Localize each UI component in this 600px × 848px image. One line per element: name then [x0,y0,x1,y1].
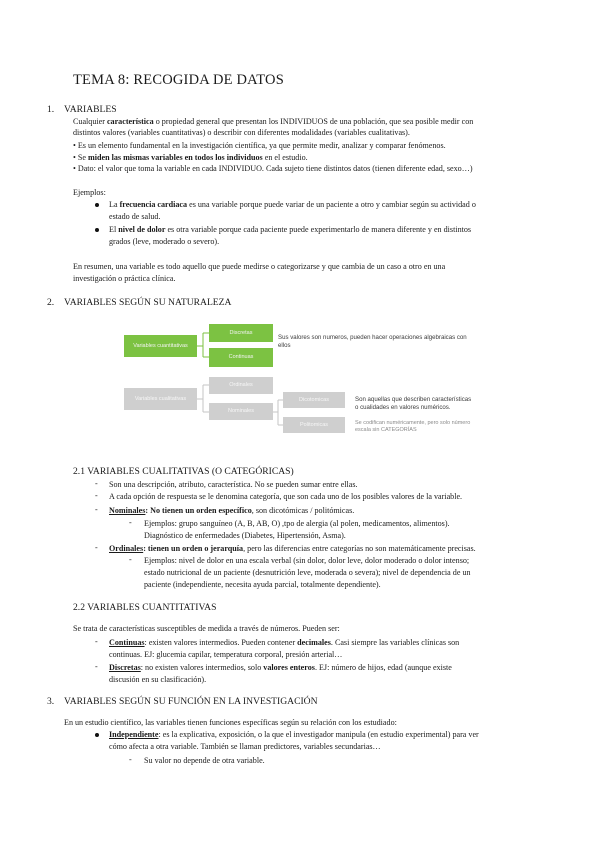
list-item-ordinales [109,543,476,555]
dash-marker: - [95,637,98,646]
bold-text: decimales [297,638,331,647]
page-title: TEMA 8: RECOGIDA DE DATOS [73,72,284,88]
text: , pero las diferencias entre categorías no son matemáticamente precisas. [243,544,476,553]
bold-text: : tienen un orden o jerarquía [143,544,244,553]
bold-text: característica [106,117,154,126]
list-item-discretas [109,662,452,674]
section-number: 1. [47,104,55,115]
bold-text: frecuencia cardiaca [119,200,188,209]
subsection-2-1-heading: 2.1 VARIABLES CUALITATIVAS (O CATEGÓRICAS) [73,466,294,477]
text: . EJ: número de hijos, edad (aunque existe [314,663,452,672]
example-line: grados (leve, moderado o severo). [109,237,220,246]
list-item-continued: cómo afecta a otra variable. También se llaman predictores, variables secundarias… [109,742,381,751]
example-line: Ejemplos: nivel de dolor en una escala verbal (sin dolor, dolor leve, dolor moderado o dolor intenso; [144,556,470,565]
dash-marker: - [95,479,98,488]
term-label: Nominales [109,506,146,515]
subsection-2-2-heading: 2.2 VARIABLES CUANTITATIVAS [73,602,217,613]
discrete-box: Discretas [209,324,273,342]
point-line: • Es un elemento fundamental en la investigación científica, ya que permite medir, analizar y comparar fenómenos. [73,141,446,150]
example-line: estado nutricional de un paciente (desnutrición leve, moderada o severa); nivel de dependencia de un [144,568,471,577]
bold-text: valores enteros [263,663,315,672]
list-item-nominales [109,505,354,517]
example-line: Diagnóstico de enfermedades (Diabetes, Hipertensión, Asma). [144,531,346,540]
text: Cualquier [73,117,107,126]
section-title: VARIABLES [64,104,117,115]
summary-line: investigación o práctica clínica. [73,274,176,283]
dichotomous-box: Dicotomicas [283,392,345,408]
text: , son dicotómicas / politómicas. [251,506,355,515]
dash-marker: - [129,755,132,764]
continuous-box: Continuas [209,348,273,367]
text: es otra variable porque cada paciente puede experimentarlo de manera diferente y en distintos [165,225,472,234]
text: : es la explicativa, exposición, o la que el investigador manipula (en estudio experimental) para ver [158,730,479,739]
text: : existen valores intermedios. Pueden contener [144,638,298,647]
list-item-continuas [109,637,459,649]
text: es una variable porque puede variar de un paciente a otro y cambiar según su actividad o [187,200,476,209]
section-title: VARIABLES SEGÚN SU FUNCIÓN EN LA INVESTIGACIÓN [64,696,318,707]
polytomous-box: Politomicas [283,417,345,433]
examples-label: Ejemplos: [73,188,106,197]
bullet-icon [95,733,99,737]
term-label: Discretas [109,663,141,672]
text: o propiedad general que presentan los INDIVIDUOS de una población, que sea posible medir con [153,117,474,126]
list-item-independiente [109,729,479,741]
list-item: A cada opción de respuesta se le denomina categoría, que son cada uno de los posibles valores de la variable. [109,492,463,501]
paragraph-line: Se trata de características susceptibles de medida a través de números. Pueden ser: [73,624,340,633]
qualitative-note: Son aquellas que describen características o cualidades en valores numéricos. [355,396,472,411]
dash-marker: - [95,543,98,552]
bold-text: : No tienen un orden específico [145,506,252,515]
paragraph-line: distintos valores (variables cuantitativas) o describir con diferentes modalidades (variables cualitativas). [73,128,410,137]
text: : no existen valores intermedios, solo [140,663,264,672]
ordinal-box: Ordinales [209,377,273,394]
text: en el estudio. [262,153,308,162]
term-label: Independiente [109,730,159,739]
sub-list-item: Su valor no depende de otra variable. [144,756,265,765]
text: La [109,200,120,209]
list-item-continued: continuas. EJ: glucemia capilar, temperatura corporal, presión arterial… [109,650,343,659]
summary-line: En resumen, una variable es todo aquello que puede medirse o categorizarse y que cambia de un caso a otro en una [73,262,446,271]
dash-marker: - [95,505,98,514]
dash-marker: - [95,662,98,671]
point-line: • Dato: el valor que toma la variable en cada INDIVIDUO. Cada sujeto tiene distintos datos (tienen diferente edad, sexo…) [73,164,473,173]
qualitative-box: Variables cualitativas [124,388,197,410]
section-title: VARIABLES SEGÚN SU NATURALEZA [64,297,232,308]
example-line: paciente (independiente, necesita ayuda parcial, totalmente dependiente). [144,580,381,589]
text: El [109,225,119,234]
dash-marker: - [129,518,132,527]
section-number: 2. [47,297,55,308]
bold-text: nivel de dolor [118,225,166,234]
quantitative-note: Sus valores son numeros, pueden hacer operaciones algebraicas con ellos [278,334,467,349]
nominal-box: Nominales [209,403,273,420]
dash-marker: - [95,491,98,500]
qualitative-note-secondary: Se codifican numéricamente, pero solo número escala sin CATEGORÍAS [355,420,471,433]
text: • Se [73,153,88,162]
bold-text: miden las mismas variables en todos los individuos [87,153,263,162]
list-item: Son una descripción, atributo, característica. No se pueden sumar entre ellas. [109,480,358,489]
term-label: Continuas [109,638,145,647]
list-item-continued: discusión en su clasificación). [109,675,207,684]
section-number: 3. [47,696,55,707]
dash-marker: - [129,555,132,564]
paragraph-line: En un estudio científico, las variables tienen funciones específicas según su relación con los estudiado: [64,718,397,727]
example-line: estado de salud. [109,212,161,221]
example-line: Ejemplos: grupo sanguíneo (A, B, AB, O) ,tpo de alergia (al polen, medicamentos, alimentos). [144,519,450,528]
quantitative-box: Variables cuantitativas [124,335,197,357]
text: . Casi siempre las variables clínicas son [330,638,460,647]
term-label: Ordinales [109,544,144,553]
